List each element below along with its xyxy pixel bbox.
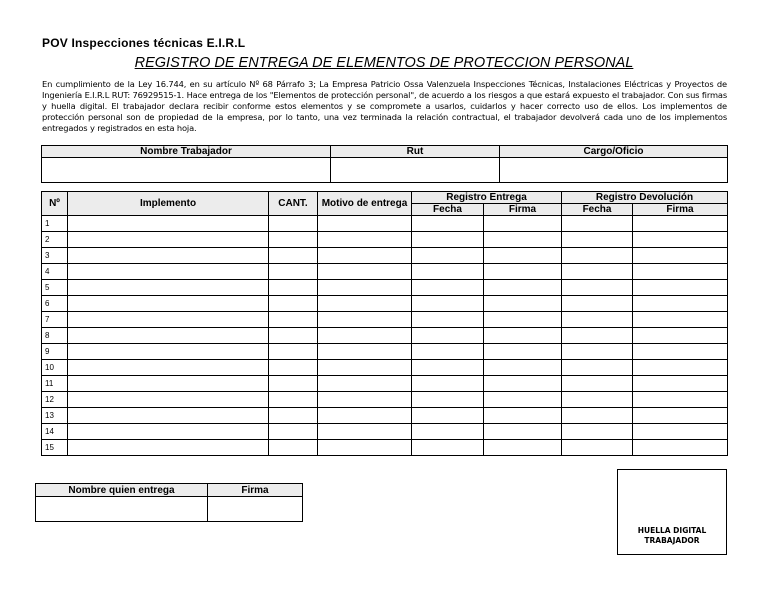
row-number: 5 bbox=[42, 280, 68, 296]
reason-cell[interactable] bbox=[318, 360, 412, 376]
delivery-date-header: Fecha bbox=[412, 204, 484, 216]
item-cell[interactable] bbox=[68, 376, 269, 392]
delivery-date-cell[interactable] bbox=[412, 264, 484, 280]
return-signature-cell[interactable] bbox=[633, 232, 728, 248]
return-signature-cell[interactable] bbox=[633, 392, 728, 408]
delivery-signature-header: Firma bbox=[484, 204, 562, 216]
fingerprint-label bbox=[618, 526, 726, 546]
reason-cell[interactable] bbox=[318, 440, 412, 456]
delivery-date-cell[interactable] bbox=[412, 248, 484, 264]
item-cell[interactable] bbox=[68, 440, 269, 456]
delivery-date-cell[interactable] bbox=[412, 424, 484, 440]
delivery-group-header: Registro Entrega bbox=[412, 192, 562, 204]
table-row bbox=[42, 328, 728, 344]
table-row bbox=[42, 312, 728, 328]
form-title: REGISTRO DE ENTREGA DE ELEMENTOS DE PROTECCION PERSONAL bbox=[134, 55, 634, 71]
row-number: 8 bbox=[42, 328, 68, 344]
delivery-signature-cell[interactable] bbox=[484, 360, 562, 376]
quantity-cell[interactable] bbox=[269, 344, 318, 360]
return-signature-cell[interactable] bbox=[633, 360, 728, 376]
deliverer-name-header: Nombre quien entrega bbox=[36, 484, 208, 497]
table-row bbox=[42, 376, 728, 392]
return-signature-cell[interactable] bbox=[633, 440, 728, 456]
quantity-cell[interactable] bbox=[269, 232, 318, 248]
delivery-signature-cell[interactable] bbox=[484, 376, 562, 392]
delivery-date-cell[interactable] bbox=[412, 280, 484, 296]
item-cell[interactable] bbox=[68, 392, 269, 408]
row-number: 6 bbox=[42, 296, 68, 312]
worker-name-field[interactable] bbox=[42, 158, 331, 183]
quantity-cell[interactable] bbox=[269, 248, 318, 264]
return-signature-header: Firma bbox=[633, 204, 728, 216]
row-number: 14 bbox=[42, 424, 68, 440]
table-row bbox=[42, 440, 728, 456]
reason-cell[interactable] bbox=[318, 312, 412, 328]
col-number-header: Nº bbox=[42, 192, 68, 216]
return-date-cell[interactable] bbox=[562, 360, 633, 376]
row-number: 11 bbox=[42, 376, 68, 392]
return-date-cell[interactable] bbox=[562, 440, 633, 456]
delivery-date-cell[interactable] bbox=[412, 216, 484, 232]
return-signature-cell[interactable] bbox=[633, 264, 728, 280]
quantity-cell[interactable] bbox=[269, 328, 318, 344]
row-number: 13 bbox=[42, 408, 68, 424]
quantity-cell[interactable] bbox=[269, 440, 318, 456]
return-date-cell[interactable] bbox=[562, 344, 633, 360]
item-cell[interactable] bbox=[68, 312, 269, 328]
reason-cell[interactable] bbox=[318, 280, 412, 296]
deliverer-table bbox=[35, 483, 303, 522]
return-date-cell[interactable] bbox=[562, 328, 633, 344]
return-group-header: Registro Devolución bbox=[562, 192, 728, 204]
row-number: 12 bbox=[42, 392, 68, 408]
return-date-cell[interactable] bbox=[562, 392, 633, 408]
reason-cell[interactable] bbox=[318, 392, 412, 408]
quantity-cell[interactable] bbox=[269, 424, 318, 440]
reason-cell[interactable] bbox=[318, 264, 412, 280]
delivery-date-cell[interactable] bbox=[412, 328, 484, 344]
deliverer-name-field[interactable] bbox=[36, 497, 208, 522]
delivery-signature-cell[interactable] bbox=[484, 264, 562, 280]
fingerprint-label-line1: HUELLA DIGITAL bbox=[637, 526, 707, 535]
return-date-cell[interactable] bbox=[562, 232, 633, 248]
quantity-cell[interactable] bbox=[269, 360, 318, 376]
reason-cell[interactable] bbox=[318, 408, 412, 424]
row-number: 3 bbox=[42, 248, 68, 264]
return-date-cell[interactable] bbox=[562, 280, 633, 296]
delivery-date-cell[interactable] bbox=[412, 232, 484, 248]
table-row bbox=[42, 232, 728, 248]
delivery-signature-cell[interactable] bbox=[484, 232, 562, 248]
delivery-date-cell[interactable] bbox=[412, 344, 484, 360]
quantity-cell[interactable] bbox=[269, 296, 318, 312]
item-cell[interactable] bbox=[68, 264, 269, 280]
delivery-signature-cell[interactable] bbox=[484, 280, 562, 296]
delivery-signature-cell[interactable] bbox=[484, 296, 562, 312]
return-signature-cell[interactable] bbox=[633, 296, 728, 312]
item-cell[interactable] bbox=[68, 328, 269, 344]
reason-cell[interactable] bbox=[318, 424, 412, 440]
intro-paragraph: En cumplimiento de la Ley 16.744, en su artículo Nº 68 Párrafo 3; La Empresa Patricio Ossa Valenzuela Inspecciones Técnicas, Instalaciones Eléctricas y Proyectos de Ingeniería E.I.R.L RUT: 76929515-1. Hace entrega de los "Elementos de protección personal", de acuerdo a los riesgos a que estará expuesto el trabajador. Con sus firmas y huella digital. El trabajador declara recibir conforme estos elementos y se compromete a usarlos, cuidarlos y hacer correcto uso de ellos. Los implementos de protección personal son de propiedad de la empresa, por lo tanto, una vez terminada la relación contractual, el trabajador devolverá cada uno de los implementos entregados y registrados en esta hoja. bbox=[42, 79, 727, 133]
table-row bbox=[42, 264, 728, 280]
row-number: 1 bbox=[42, 216, 68, 232]
delivery-date-cell[interactable] bbox=[412, 360, 484, 376]
return-date-cell[interactable] bbox=[562, 312, 633, 328]
item-cell[interactable] bbox=[68, 232, 269, 248]
return-signature-cell[interactable] bbox=[633, 280, 728, 296]
return-date-cell[interactable] bbox=[562, 264, 633, 280]
row-number: 2 bbox=[42, 232, 68, 248]
rut-field[interactable] bbox=[331, 158, 500, 183]
quantity-cell[interactable] bbox=[269, 216, 318, 232]
quantity-cell[interactable] bbox=[269, 392, 318, 408]
item-cell[interactable] bbox=[68, 344, 269, 360]
quantity-cell[interactable] bbox=[269, 408, 318, 424]
delivery-signature-cell[interactable] bbox=[484, 424, 562, 440]
col-quantity-header: CANT. bbox=[269, 192, 318, 216]
table-row bbox=[42, 360, 728, 376]
delivery-signature-cell[interactable] bbox=[484, 344, 562, 360]
return-date-cell[interactable] bbox=[562, 376, 633, 392]
reason-cell[interactable] bbox=[318, 216, 412, 232]
return-signature-cell[interactable] bbox=[633, 344, 728, 360]
delivery-signature-cell[interactable] bbox=[484, 248, 562, 264]
delivery-date-cell[interactable] bbox=[412, 296, 484, 312]
table-row bbox=[42, 344, 728, 360]
fingerprint-box[interactable] bbox=[617, 469, 727, 555]
delivery-date-cell[interactable] bbox=[412, 408, 484, 424]
item-cell[interactable] bbox=[68, 296, 269, 312]
reason-cell[interactable] bbox=[318, 344, 412, 360]
return-date-cell[interactable] bbox=[562, 296, 633, 312]
reason-cell[interactable] bbox=[318, 376, 412, 392]
reason-cell[interactable] bbox=[318, 328, 412, 344]
row-number: 4 bbox=[42, 264, 68, 280]
delivery-date-cell[interactable] bbox=[412, 392, 484, 408]
return-signature-cell[interactable] bbox=[633, 328, 728, 344]
return-date-cell[interactable] bbox=[562, 216, 633, 232]
item-cell[interactable] bbox=[68, 360, 269, 376]
row-number: 9 bbox=[42, 344, 68, 360]
quantity-cell[interactable] bbox=[269, 312, 318, 328]
delivery-signature-cell[interactable] bbox=[484, 328, 562, 344]
row-number: 15 bbox=[42, 440, 68, 456]
reason-cell[interactable] bbox=[318, 232, 412, 248]
table-row bbox=[42, 296, 728, 312]
return-signature-cell[interactable] bbox=[633, 408, 728, 424]
return-signature-cell[interactable] bbox=[633, 248, 728, 264]
deliverer-signature-field[interactable] bbox=[208, 497, 303, 522]
delivery-date-cell[interactable] bbox=[412, 312, 484, 328]
table-row bbox=[42, 248, 728, 264]
delivery-signature-cell[interactable] bbox=[484, 440, 562, 456]
row-number: 7 bbox=[42, 312, 68, 328]
col-item-header: Implemento bbox=[68, 192, 269, 216]
delivery-date-cell[interactable] bbox=[412, 440, 484, 456]
position-field[interactable] bbox=[500, 158, 728, 183]
row-number: 10 bbox=[42, 360, 68, 376]
return-signature-cell[interactable] bbox=[633, 216, 728, 232]
return-date-cell[interactable] bbox=[562, 408, 633, 424]
return-date-cell[interactable] bbox=[562, 424, 633, 440]
items-table bbox=[41, 191, 728, 456]
col-reason-header: Motivo de entrega bbox=[318, 192, 412, 216]
reason-cell[interactable] bbox=[318, 296, 412, 312]
table-row bbox=[42, 216, 728, 232]
delivery-signature-cell[interactable] bbox=[484, 312, 562, 328]
return-signature-cell[interactable] bbox=[633, 424, 728, 440]
return-date-header: Fecha bbox=[562, 204, 633, 216]
quantity-cell[interactable] bbox=[269, 376, 318, 392]
table-row bbox=[42, 424, 728, 440]
deliverer-signature-header: Firma bbox=[208, 484, 303, 497]
item-cell[interactable] bbox=[68, 280, 269, 296]
table-row bbox=[42, 280, 728, 296]
delivery-signature-cell[interactable] bbox=[484, 408, 562, 424]
fingerprint-label-line2: TRABAJADOR bbox=[644, 536, 700, 545]
return-date-cell[interactable] bbox=[562, 248, 633, 264]
company-name: POV Inspecciones técnicas E.I.R.L bbox=[42, 36, 246, 50]
return-signature-cell[interactable] bbox=[633, 376, 728, 392]
quantity-cell[interactable] bbox=[269, 280, 318, 296]
table-row bbox=[42, 392, 728, 408]
item-cell[interactable] bbox=[68, 248, 269, 264]
reason-cell[interactable] bbox=[318, 248, 412, 264]
table-row bbox=[42, 408, 728, 424]
item-cell[interactable] bbox=[68, 216, 269, 232]
item-cell[interactable] bbox=[68, 408, 269, 424]
quantity-cell[interactable] bbox=[269, 264, 318, 280]
position-header: Cargo/Oficio bbox=[500, 146, 728, 158]
item-cell[interactable] bbox=[68, 424, 269, 440]
worker-name-header: Nombre Trabajador bbox=[42, 146, 331, 158]
rut-header: Rut bbox=[331, 146, 500, 158]
worker-info-table bbox=[41, 145, 728, 183]
delivery-signature-cell[interactable] bbox=[484, 216, 562, 232]
return-signature-cell[interactable] bbox=[633, 312, 728, 328]
delivery-signature-cell[interactable] bbox=[484, 392, 562, 408]
delivery-date-cell[interactable] bbox=[412, 376, 484, 392]
